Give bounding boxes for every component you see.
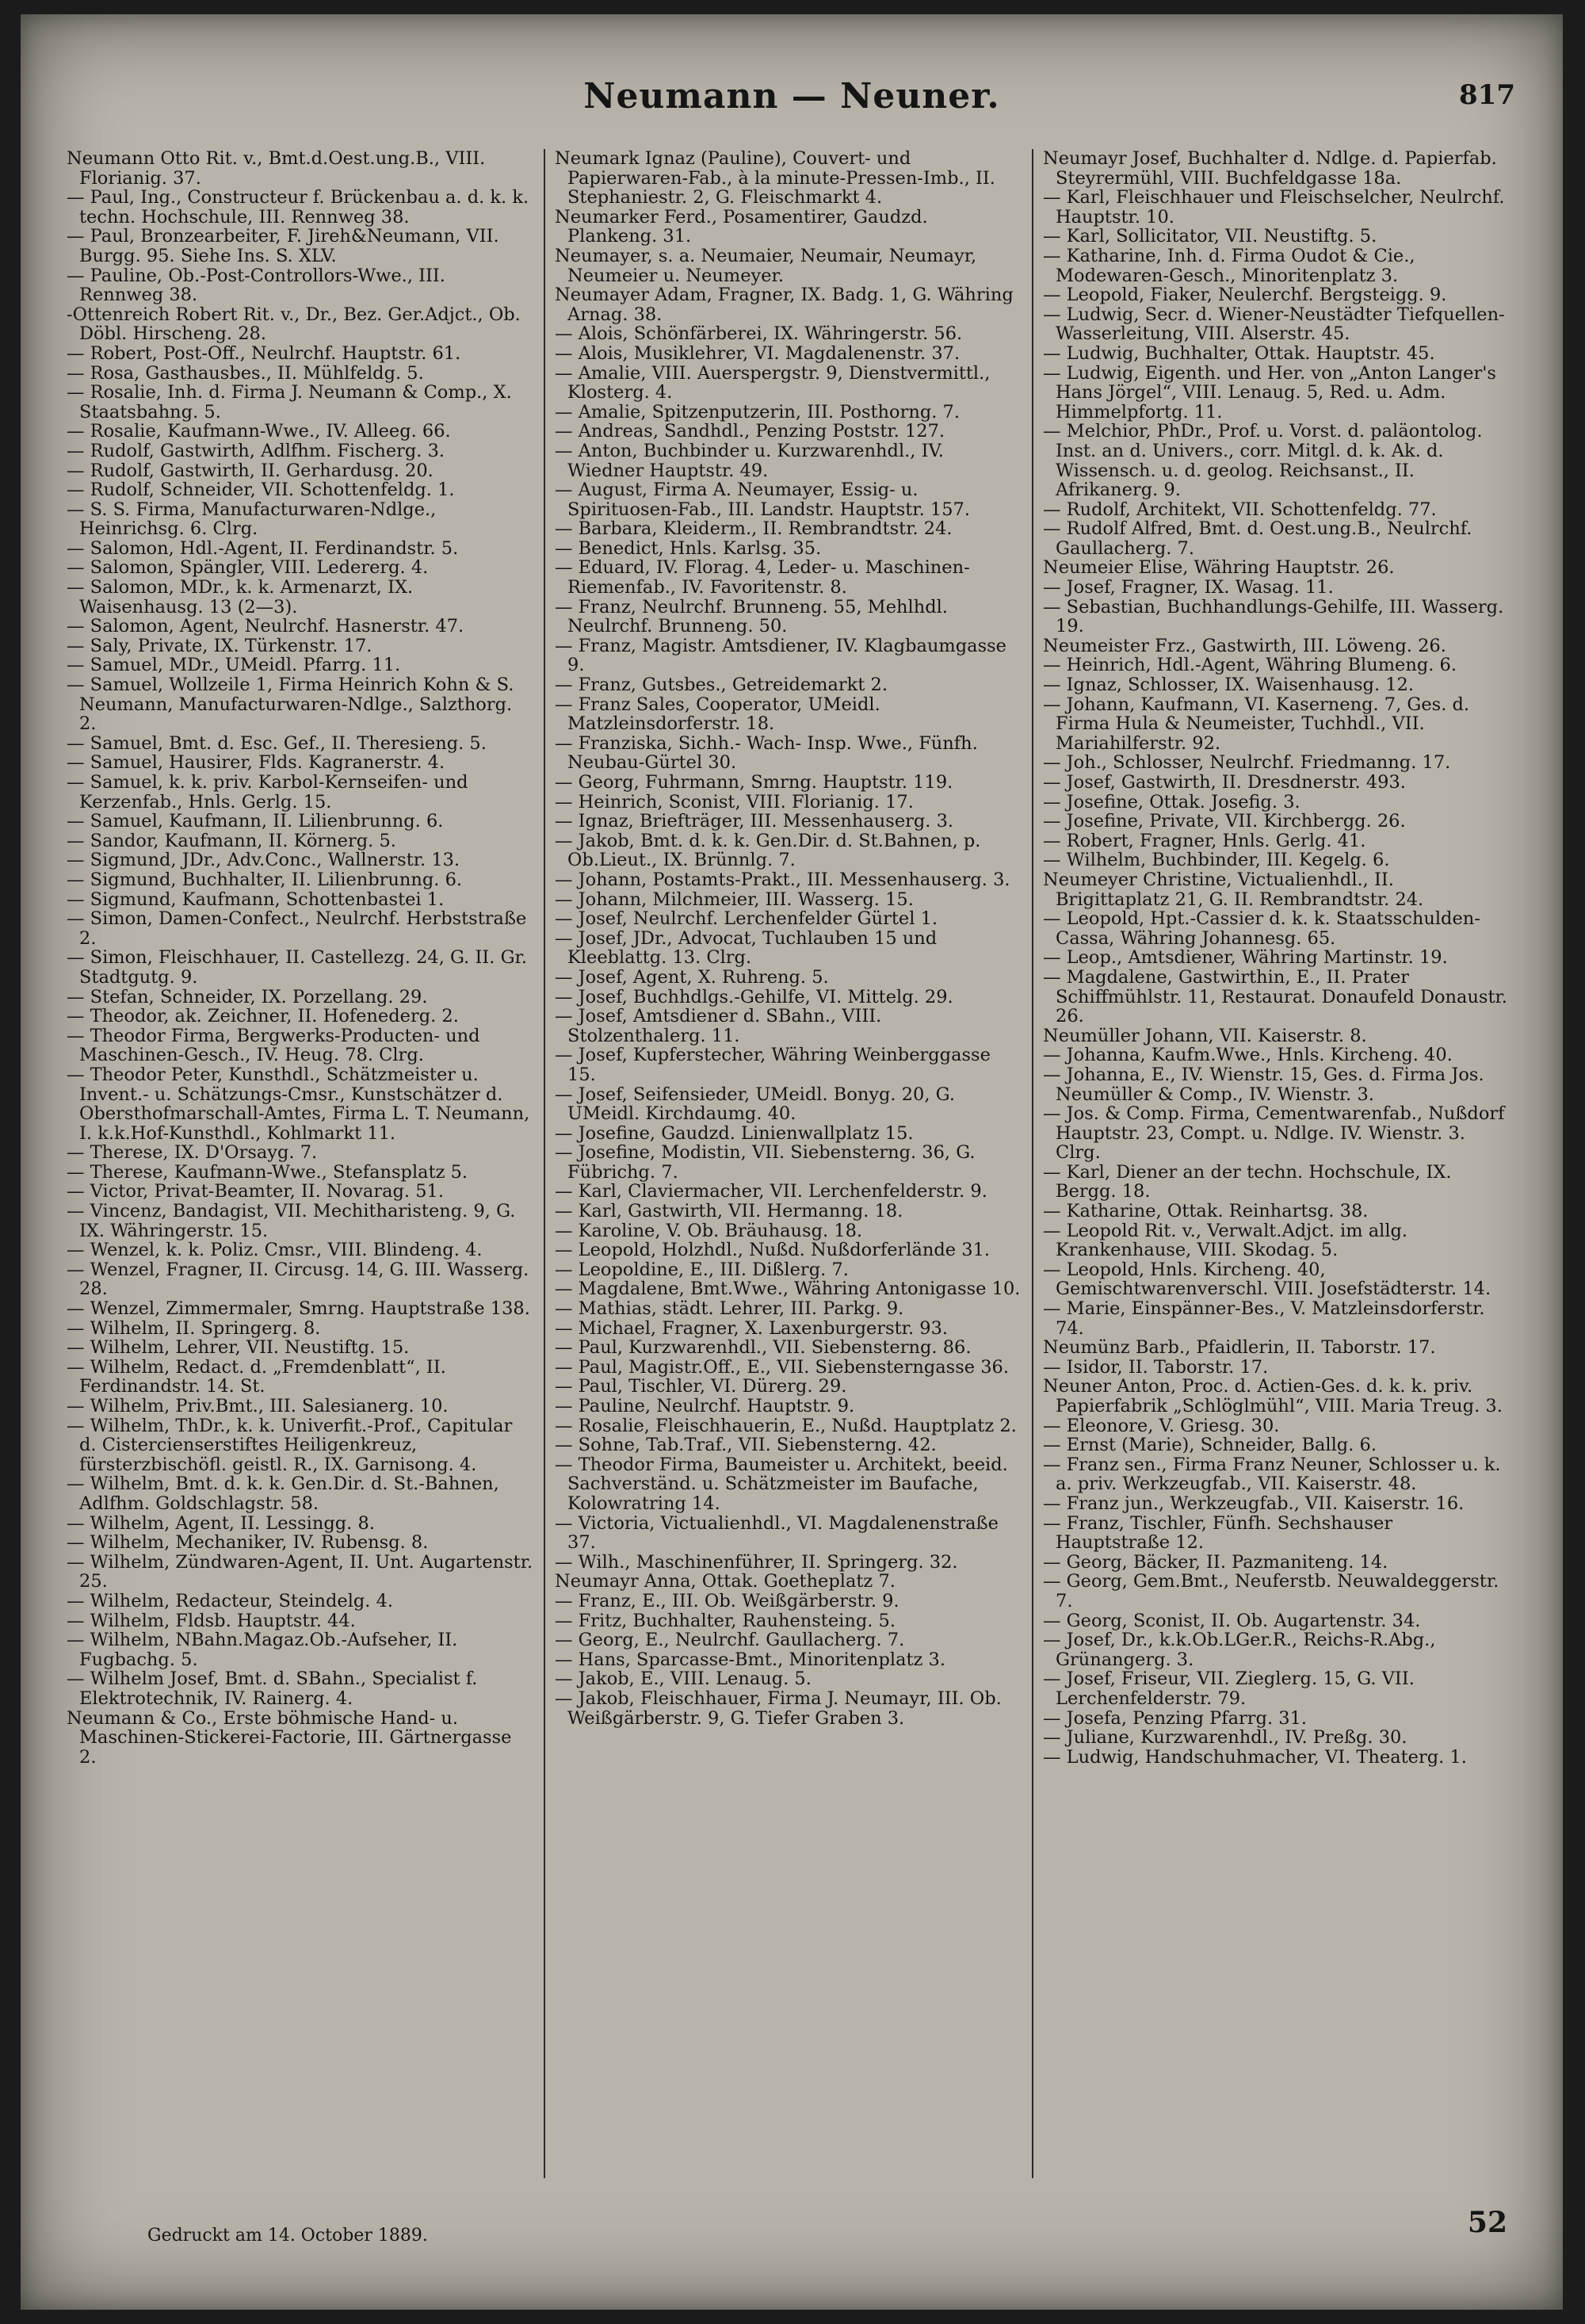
directory-entry: — Heinrich, Hdl.-Agent, Währing Blumeng. 6. — [1043, 655, 1457, 676]
directory-entry: Neumann Otto Rit. v., Bmt.d.Oest.ung.B., VIII. Florianig. 37. — [67, 149, 486, 189]
directory-entry: Neumeister Frz., Gastwirth, III. Löweng. 26. — [1043, 635, 1446, 656]
print-date: Gedruckt am 14. October 1889. — [147, 2226, 428, 2246]
directory-entry: — Josefine, Private, VII. Kirchbergg. 26. — [1043, 811, 1406, 832]
directory-entry: — Paul, Bronzearbeiter, F. Jireh&Neumann, VII. Burgg. 95. Siehe Ins. S. XLV. — [67, 226, 499, 266]
directory-entry: — Paul, Magistr.Off., E., VII. Siebensterngasse 36. — [555, 1356, 1010, 1378]
directory-entry: — Rudolf Alfred, Bmt. d. Oest.ung.B., Neulrchf. Gaullacherg. 7. — [1043, 518, 1472, 559]
directory-entry: — Wilh., Maschinenführer, II. Springerg. 32. — [555, 1551, 958, 1573]
directory-entry: — Therese, IX. D'Orsayg. 7. — [67, 1142, 318, 1164]
directory-entry: Neumünz Barb., Pfaidlerin, II. Taborstr. 17. — [1043, 1337, 1436, 1359]
directory-entry: — Wilhelm, NBahn.Magaz.Ob.-Aufseher, II. Fugbachg. 5. — [67, 1630, 458, 1670]
directory-entry: — Jos. & Comp. Firma, Cementwarenfab., Nußdorf Hauptstr. 23, Compt. u. Ndlge. IV. Wienstr. 3. Clrg. — [1043, 1103, 1505, 1164]
directory-entry: — Robert, Post-Off., Neulrchf. Hauptstr. 61. — [67, 342, 461, 364]
directory-entry: — Marie, Einspänner-Bes., V. Matzleinsdorferstr. 74. — [1043, 1298, 1485, 1339]
directory-entry: — Leopold Rit. v., Verwalt.Adjct. im allg. Krankenhause, VIII. Skodag. 5. — [1043, 1220, 1408, 1261]
directory-entry: — Stefan, Schneider, IX. Porzellang. 29. — [67, 986, 428, 1007]
directory-entry: — Ludwig, Buchhalter, Ottak. Hauptstr. 45. — [1043, 342, 1435, 364]
directory-entry: — Ludwig, Eigenth. und Her. von „Anton Langer's Hans Jörgel“, VIII. Lenaug. 5, Red. u. Adm. Himmelpfortg. 11. — [1043, 362, 1496, 422]
directory-entry: — Katharine, Ottak. Reinhartsg. 38. — [1043, 1201, 1369, 1222]
directory-entry: — Georg, Gem.Bmt., Neuferstb. Neuwaldeggerstr. 7. — [1043, 1571, 1499, 1611]
directory-entry: — Leopoldine, E., III. Dißlerg. 7. — [555, 1259, 849, 1280]
directory-entry: Neumann & Co., Erste böhmische Hand- u. Maschinen-Stickerei-Factorie, III. Gärtnergasse 2. — [67, 1707, 512, 1768]
columns — [57, 149, 1520, 2178]
directory-entry: — Rudolf, Gastwirth, II. Gerhardusg. 20. — [67, 460, 433, 481]
page-header — [52, 76, 1531, 132]
directory-entry: Neumarker Ferd., Posamentirer, Gaudzd. Plankeng. 31. — [555, 206, 928, 247]
directory-entry: — Paul, Tischler, VI. Dürerg. 29. — [555, 1376, 847, 1397]
directory-entry: — Josef, Friseur, VII. Zieglerg. 15, G. VII. Lerchenfelderstr. 79. — [1043, 1668, 1415, 1709]
directory-entry: — Ignaz, Schlosser, IX. Waisenhausg. 12. — [1043, 675, 1415, 696]
directory-entry: — Paul, Ing., Constructeur f. Brückenbau a. d. k. k. techn. Hochschule, III. Rennweg 38. — [67, 187, 529, 227]
directory-entry: — Rosalie, Inh. d. Firma J. Neumann & Comp., X. Staatsbahng. 5. — [67, 382, 512, 422]
directory-entry: Neumeyer Christine, Victualienhdl., II. Brigittaplatz 21, G. II. Rembrandtstr. 24. — [1043, 869, 1424, 910]
directory-entry: — Anton, Buchbinder u. Kurzwarenhdl., IV. Wiedner Hauptstr. 49. — [555, 440, 944, 481]
directory-entry: — Katharine, Inh. d. Firma Oudot & Cie., Modewaren-Gesch., Minoritenplatz 3. — [1043, 245, 1415, 286]
directory-entry: — Johanna, E., IV. Wienstr. 15, Ges. d. Firma Jos. Neumüller & Comp., IV. Wienstr. 3. — [1043, 1064, 1484, 1105]
directory-entry: — Wilhelm, Redact. d. „Fremdenblatt“, II. Ferdinandstr. 14. St. — [67, 1356, 446, 1397]
directory-entry: — Leop., Amtsdiener, Währing Martinstr. 19. — [1043, 947, 1448, 969]
directory-entry: — Jakob, E., VIII. Lenaug. 5. — [555, 1668, 812, 1690]
directory-entry: — Alois, Musiklehrer, VI. Magdalenenstr. 37. — [555, 342, 961, 364]
directory-entry: — Sigmund, JDr., Adv.Conc., Wallnerstr. 13. — [67, 850, 460, 871]
directory-entry: — Wilhelm, Lehrer, VII. Neustiftg. 15. — [67, 1337, 410, 1359]
directory-entry: — Josef, Fragner, IX. Wasag. 11. — [1043, 577, 1334, 598]
directory-entry: — Hans, Sparcasse-Bmt., Minoritenplatz 3. — [555, 1649, 946, 1670]
directory-entry: — Heinrich, Sconist, VIII. Florianig. 17. — [555, 791, 914, 812]
column-2 — [544, 149, 1032, 2178]
directory-entry: — Wenzel, k. k. Poliz. Cmsr., VIII. Blindeng. 4. — [67, 1240, 483, 1261]
directory-entry: — Salomon, Spängler, VIII. Ledererg. 4. — [67, 557, 429, 579]
directory-entry: — Jakob, Fleischhauer, Firma J. Neumayr, III. Ob. Weißgärberstr. 9, G. Tiefer Graben 3. — [555, 1688, 1002, 1729]
directory-entry: — Pauline, Ob.-Post-Controllors-Wwe., III. Rennweg 38. — [67, 265, 445, 306]
directory-entry: — Samuel, Wollzeile 1, Firma Heinrich Kohn & S. Neumann, Manufacturwaren-Ndlge., Salzthorg. 2. — [67, 675, 514, 735]
page-title: Neumann — Neuner. — [583, 76, 1000, 117]
directory-entry: — Samuel, Kaufmann, II. Lilienbrunng. 6. — [67, 811, 444, 832]
directory-entry: Neumayr Anna, Ottak. Goetheplatz 7. — [555, 1571, 896, 1592]
directory-entry: — Wilhelm, Bmt. d. k. k. Gen.Dir. d. St.-Bahnen, Adlfhm. Goldschlagstr. 58. — [67, 1474, 499, 1514]
directory-entry: — Josefine, Modistin, VII. Siebensterng. 36, G. Fübrichg. 7. — [555, 1142, 976, 1183]
directory-entry: — Ernst (Marie), Schneider, Ballg. 6. — [1043, 1435, 1377, 1456]
directory-entry: — Josefine, Ottak. Josefig. 3. — [1043, 791, 1300, 812]
column-1 — [57, 149, 544, 2178]
directory-entry: — Karl, Sollicitator, VII. Neustiftg. 5. — [1043, 226, 1377, 247]
directory-entry: — Wenzel, Zimmermaler, Smrng. Hauptstraße 138. — [67, 1298, 530, 1320]
directory-entry: — Wilhelm, Buchbinder, III. Kegelg. 6. — [1043, 850, 1390, 871]
directory-entry: — Wilhelm, Redacteur, Steindelg. 4. — [67, 1590, 394, 1611]
directory-entry: — Franz, Tischler, Fünfh. Sechshauser Hauptstraße 12. — [1043, 1512, 1393, 1554]
directory-entry: Neumayer, s. a. Neumaier, Neumair, Neumayr, Neumeier u. Neumeyer. — [555, 245, 977, 286]
directory-entry: — Rosa, Gasthausbes., II. Mühlfeldg. 5. — [67, 362, 424, 384]
directory-entry: — Eduard, IV. Florag. 4, Leder- u. Maschinen-Riemenfab., IV. Favoritenstr. 8. — [555, 557, 970, 598]
directory-entry: — Sigmund, Kaufmann, Schottenbastei 1. — [67, 889, 445, 910]
directory-entry: — Rosalie, Fleischhauerin, E., Nußd. Hauptplatz 2. — [555, 1415, 1017, 1436]
directory-entry: — Josef, Agent, X. Ruhreng. 5. — [555, 966, 829, 988]
directory-entry: — Magdalene, Bmt.Wwe., Währing Antonigasse 10. — [555, 1279, 1021, 1300]
directory-entry: — Rudolf, Architekt, VII. Schottenfeldg. 77. — [1043, 499, 1437, 520]
directory-entry: — Sandor, Kaufmann, II. Körnerg. 5. — [67, 830, 396, 851]
directory-entry: — Amalie, VIII. Auerspergstr. 9, Dienstvermittl., Klosterg. 4. — [555, 362, 991, 403]
directory-entry: — Johann, Postamts-Prakt., III. Messenhauserg. 3. — [555, 869, 1010, 890]
directory-entry: — Josef, Buchhdlgs.-Gehilfe, VI. Mittelg. 29. — [555, 986, 953, 1007]
directory-entry: — Georg, Fuhrmann, Smrng. Hauptstr. 119. — [555, 772, 953, 793]
directory-entry: — Josef, Amtsdiener d. SBahn., VIII. Stolzenthalerg. 11. — [555, 1006, 882, 1046]
directory-entry: — Benedict, Hnls. Karlsg. 35. — [555, 537, 822, 559]
directory-entry: — Mathias, städt. Lehrer, III. Parkg. 9. — [555, 1298, 904, 1320]
directory-entry: — Eleonore, V. Griesg. 30. — [1043, 1415, 1280, 1436]
directory-entry: — Salomon, Agent, Neulrchf. Hasnerstr. 47. — [67, 616, 464, 637]
directory-entry: — Josef, Kupferstecher, Währing Weinberggasse 15. — [555, 1045, 991, 1085]
directory-entry: — Therese, Kaufmann-Wwe., Stefansplatz 5. — [67, 1161, 468, 1183]
directory-page — [21, 14, 1563, 2310]
directory-entry: — Barbara, Kleiderm., II. Rembrandtstr. 24. — [555, 518, 953, 540]
directory-entry: — Karl, Claviermacher, VII. Lerchenfelderstr. 9. — [555, 1181, 987, 1202]
directory-entry: — Wilhelm, Mechaniker, IV. Rubensg. 8. — [67, 1532, 429, 1554]
directory-entry: — Karl, Gastwirth, VII. Hermanng. 18. — [555, 1201, 903, 1222]
directory-entry: — Johann, Kaufmann, VI. Kaserneng. 7, Ges. d. Firma Hula & Neumeister, Tuchhdl., VII. Mariahilferstr. 92. — [1043, 694, 1470, 754]
directory-entry: Neumayr Josef, Buchhalter d. Ndlge. d. Papierfab. Steyrermühl, VIII. Buchfeldgasse 18a. — [1043, 149, 1497, 189]
directory-entry: — Wilhelm, ThDr., k. k. Univerfit.-Prof., Capitular d. Cistercienserstiftes Heiligenkreuz, fürsterzbischöfl. geistl. R., IX. Garnisong. 4. — [67, 1415, 513, 1475]
directory-entry: — Theodor, ak. Zeichner, II. Hofenederg. 2. — [67, 1006, 459, 1027]
directory-entry: — Josef, Seifensieder, UMeidl. Bonyg. 20, G. UMeidl. Kirchdaumg. 40. — [555, 1084, 955, 1125]
directory-entry: — Jakob, Bmt. d. k. k. Gen.Dir. d. St.Bahnen, p. Ob.Lieut., IX. Brünnlg. 7. — [555, 830, 981, 871]
directory-entry: — Rudolf, Gastwirth, Adlfhm. Fischerg. 3. — [67, 440, 445, 461]
directory-entry: — Josef, JDr., Advocat, Tuchlauben 15 und Kleeblattg. 13. Clrg. — [555, 927, 938, 969]
directory-entry: — Josefine, Gaudzd. Linienwallplatz 15. — [555, 1122, 914, 1144]
directory-entry: — Samuel, k. k. priv. Karbol-Kernseifen- und Kerzenfab., Hnls. Gerlg. 15. — [67, 772, 468, 812]
directory-entry: — Juliane, Kurzwarenhdl., IV. Preßg. 30. — [1043, 1727, 1407, 1749]
directory-entry: — Joh., Schlosser, Neulrchf. Friedmanng. 17. — [1043, 752, 1451, 774]
directory-entry: — Victoria, Victualienhdl., VI. Magdalenenstraße 37. — [555, 1512, 999, 1554]
directory-entry: — Franz Sales, Cooperator, UMeidl. Matzleinsdorferstr. 18. — [555, 694, 880, 735]
page-number: 817 — [1459, 79, 1515, 111]
directory-entry: — Johann, Milchmeier, III. Wasserg. 15. — [555, 889, 914, 910]
directory-entry: — Ludwig, Secr. d. Wiener-Neustädter Tiefquellen-Wasserleitung, VIII. Alserstr. 45. — [1043, 304, 1505, 345]
directory-entry: — Amalie, Spitzenputzerin, III. Posthorng. 7. — [555, 401, 961, 422]
directory-entry: — Pauline, Neulrchf. Hauptstr. 9. — [555, 1396, 855, 1416]
directory-entry: — Ludwig, Handschuhmacher, VI. Theaterg. 1. — [1043, 1746, 1467, 1768]
directory-entry: Neumeier Elise, Währing Hauptstr. 26. — [1043, 557, 1395, 579]
directory-entry: — Ignaz, Briefträger, III. Messenhauserg. 3. — [555, 811, 954, 832]
directory-entry: — Karoline, V. Ob. Bräuhausg. 18. — [555, 1220, 863, 1241]
directory-entry: — Samuel, Hausirer, Flds. Kagranerstr. 4. — [67, 752, 445, 774]
directory-entry: — Franz, Magistr. Amtsdiener, IV. Klagbaumgasse 9. — [555, 635, 1006, 676]
directory-entry: — Sebastian, Buchhandlungs-Gehilfe, III. Wasserg. 19. — [1043, 596, 1504, 637]
directory-entry: — Franz, Neulrchf. Brunneng. 55, Mehlhdl. Neulrchf. Brunneng. 50. — [555, 596, 948, 637]
directory-entry: Neumayer Adam, Fragner, IX. Badg. 1, G. Währing Arnag. 38. — [555, 285, 1014, 325]
directory-entry: — Johanna, Kaufm.Wwe., Hnls. Kircheng. 40. — [1043, 1045, 1453, 1066]
directory-entry: — Franziska, Sichh.- Wach- Insp. Wwe., Fünfh. Neubau-Gürtel 30. — [555, 732, 978, 774]
directory-entry: — Michael, Fragner, X. Laxenburgerstr. 93. — [555, 1317, 949, 1339]
directory-entry: — Georg, Sconist, II. Ob. Augartenstr. 34. — [1043, 1610, 1421, 1631]
directory-entry: — Leopold, Hnls. Kircheng. 40, Gemischtwarenverschl. VIII. Josefstädterstr. 14. — [1043, 1259, 1491, 1300]
directory-entry: — Sigmund, Buchhalter, II. Lilienbrunng. 6. — [67, 869, 463, 890]
directory-entry: — Wilhelm, Fldsb. Hauptstr. 44. — [67, 1610, 356, 1631]
directory-entry: — Josef, Gastwirth, II. Dresdnerstr. 493. — [1043, 772, 1406, 793]
directory-entry: — S. S. Firma, Manufacturwaren-Ndlge., Heinrichsg. 6. Clrg. — [67, 499, 437, 540]
directory-entry: — Josefa, Penzing Pfarrg. 31. — [1043, 1707, 1308, 1729]
directory-entry: — Alois, Schönfärberei, IX. Währingerstr. 56. — [555, 323, 963, 345]
column-3 — [1032, 149, 1520, 2178]
directory-entry: — Andreas, Sandhdl., Penzing Poststr. 127. — [555, 421, 945, 442]
directory-entry: — Franz sen., Firma Franz Neuner, Schlosser u. k. a. priv. Werkzeugfab., VII. Kaiserstr. 48. — [1043, 1454, 1501, 1495]
directory-entry: — Karl, Fleischhauer und Fleischselcher, Neulrchf. Hauptstr. 10. — [1043, 187, 1505, 227]
directory-entry: — Josef, Neulrchf. Lerchenfelder Gürtel 1. — [555, 908, 938, 930]
directory-entry: — Robert, Fragner, Hnls. Gerlg. 41. — [1043, 830, 1366, 851]
directory-entry: — Salomon, Hdl.-Agent, II. Ferdinandstr. 5. — [67, 537, 459, 559]
directory-entry: — Isidor, II. Taborstr. 17. — [1043, 1356, 1269, 1378]
directory-entry: — Leopold, Holzhdl., Nußd. Nußdorferlände 31. — [555, 1240, 991, 1261]
directory-entry: — Wilhelm, II. Springerg. 8. — [67, 1317, 321, 1339]
directory-entry: — Franz jun., Werkzeugfab., VII. Kaiserstr. 16. — [1043, 1493, 1465, 1514]
directory-entry: — Samuel, MDr., UMeidl. Pfarrg. 11. — [67, 655, 401, 676]
directory-entry: — Paul, Kurzwarenhdl., VII. Siebensterng. 86. — [555, 1337, 972, 1359]
directory-entry: — August, Firma A. Neumayer, Essig- u. Spirituosen-Fab., III. Landstr. Hauptstr. 157. — [555, 480, 970, 520]
directory-entry: Neumüller Johann, VII. Kaiserstr. 8. — [1043, 1025, 1367, 1046]
directory-entry: — Franz, Gutsbes., Getreidemarkt 2. — [555, 675, 888, 696]
directory-entry: Neuner Anton, Proc. d. Actien-Ges. d. k. k. priv. Papierfabrik „Schlöglmühl“, VIII. Maria Treug. 3. — [1043, 1376, 1503, 1416]
directory-entry: Neumark Ignaz (Pauline), Couvert- und Papierwaren-Fab., à la minute-Pressen-Imb., II. Stephaniestr. 2, G. Fleischmarkt 4. — [555, 149, 995, 208]
directory-entry: — Salomon, MDr., k. k. Armenarzt, IX. Waisenhausg. 13 (2—3). — [67, 577, 414, 617]
directory-entry: — Rosalie, Kaufmann-Wwe., IV. Alleeg. 66. — [67, 421, 451, 442]
directory-entry: — Theodor Firma, Bergwerks-Producten- und Maschinen-Gesch., IV. Heug. 78. Clrg. — [67, 1025, 480, 1066]
directory-entry: -Ottenreich Robert Rit. v., Dr., Bez. Ger.Adjct., Ob. Döbl. Hirscheng. 28. — [67, 304, 521, 345]
directory-entry: — Rudolf, Schneider, VII. Schottenfeldg. 1. — [67, 480, 455, 501]
directory-entry: — Leopold, Fiaker, Neulerchf. Bergsteigg. 9. — [1043, 285, 1447, 306]
directory-entry: — Georg, E., Neulrchf. Gaullacherg. 7. — [555, 1630, 905, 1651]
signature-mark: 52 — [1467, 2206, 1507, 2239]
directory-entry: — Georg, Bäcker, II. Pazmaniteng. 14. — [1043, 1551, 1388, 1573]
directory-entry: — Melchior, PhDr., Prof. u. Vorst. d. paläontolog. Inst. an d. Univers., corr. Mitgl. d. k. Ak. d. Wissensch. u. d. geolog. Reichsanst., II. Afrikanerg. 9. — [1043, 421, 1483, 501]
directory-entry: — Karl, Diener an der techn. Hochschule, IX. Bergg. 18. — [1043, 1161, 1452, 1202]
directory-entry: — Wilhelm Josef, Bmt. d. SBahn., Specialist f. Elektrotechnik, IV. Rainerg. 4. — [67, 1668, 478, 1709]
directory-entry: — Vincenz, Bandagist, VII. Mechitharisteng. 9, G. IX. Währingerstr. 15. — [67, 1201, 516, 1241]
directory-entry: — Wilhelm, Zündwaren-Agent, II. Unt. Augartenstr. 25. — [67, 1551, 533, 1592]
directory-entry: — Saly, Private, IX. Türkenstr. 17. — [67, 635, 372, 656]
directory-entry: — Magdalene, Gastwirthin, E., II. Prater Schiffmühlstr. 11, Restaurat. Donaufeld Donaustr. 26. — [1043, 966, 1507, 1027]
directory-entry: — Franz, E., III. Ob. Weißgärberstr. 9. — [555, 1590, 899, 1611]
directory-entry: — Wilhelm, Agent, II. Lessingg. 8. — [67, 1512, 375, 1534]
directory-entry: — Wilhelm, Priv.Bmt., III. Salesianerg. 10. — [67, 1396, 449, 1416]
directory-entry: — Simon, Damen-Confect., Neulrchf. Herbststraße 2. — [67, 908, 527, 949]
directory-entry: — Samuel, Bmt. d. Esc. Gef., II. Theresieng. 5. — [67, 732, 487, 754]
directory-entry: — Theodor Peter, Kunsthdl., Schätzmeister u. Invent.- u. Schätzungs-Cmsr., Kunstschätzer d. Obersthofmarschall-Amtes, Firma L. T. Neumann, I. k.k.Hof-Kunsthdl., Kohlmarkt 11. — [67, 1064, 530, 1144]
directory-entry: — Simon, Fleischhauer, II. Castellezg. 24, G. II. Gr. Stadtgutg. 9. — [67, 947, 527, 988]
directory-entry: — Fritz, Buchhalter, Rauhensteing. 5. — [555, 1610, 896, 1631]
directory-entry: — Sohne, Tab.Traf., VII. Siebensterng. 42. — [555, 1435, 937, 1456]
directory-entry: — Theodor Firma, Baumeister u. Architekt, beeid. Sachverständ. u. Schätzmeister im Baufache, Kolowratring 14. — [555, 1454, 1008, 1514]
directory-entry: — Victor, Privat-Beamter, II. Novarag. 51. — [67, 1181, 444, 1202]
directory-entry: — Josef, Dr., k.k.Ob.LGer.R., Reichs-R.Abg., Grünangerg. 3. — [1043, 1630, 1436, 1670]
directory-entry: — Wenzel, Fragner, II. Circusg. 14, G. III. Wasserg. 28. — [67, 1259, 529, 1300]
directory-entry: — Leopold, Hpt.-Cassier d. k. k. Staatsschulden-Cassa, Währing Johannesg. 65. — [1043, 908, 1480, 949]
